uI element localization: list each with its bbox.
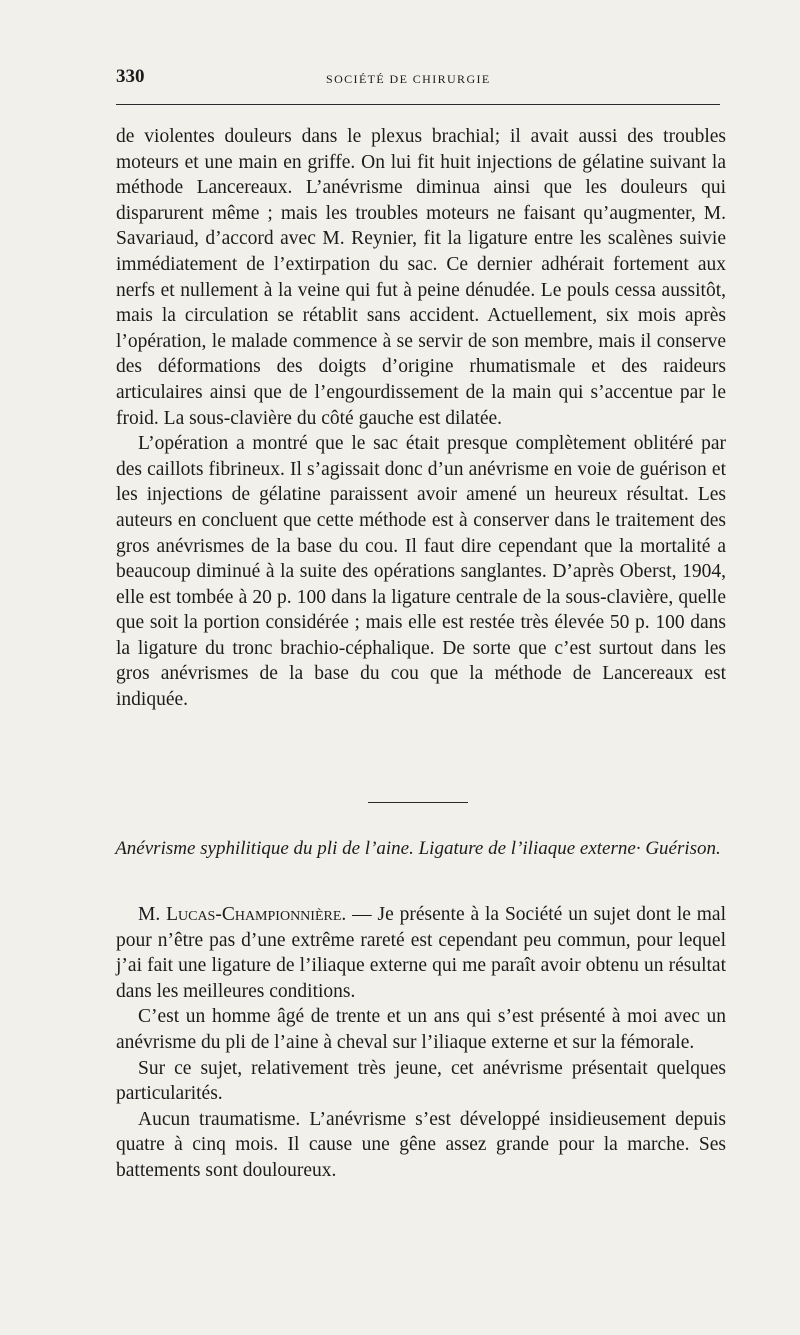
section-divider <box>368 802 468 803</box>
speaker-text: — Je présente à la Société un sujet dont le mal pour n’être pas d’une extrême rareté est cependant peu commun, pour lequel j’ai fait une ligature de l’iliaque externe qui me paraît avoir obtenu un résultat dans les meilleures conditions. <box>116 904 726 1002</box>
page-number: 330 <box>116 66 145 87</box>
paragraph: C’est un homme âgé de trente et un ans qui s’est présenté à moi avec un anévrisme du pli de l’aine à cheval sur l’iliaque externe et sur la fémorale. <box>116 1006 726 1053</box>
running-head: SOCIÉTÉ DE CHIRURGIE <box>326 72 491 86</box>
page-header <box>116 66 720 94</box>
paragraph: Aucun traumatisme. L’anévrisme s’est développé insidieusement depuis quatre à cinq mois. Il cause une gêne assez grande pour la marche. Ses battements sont douloureux. <box>116 1108 726 1181</box>
header-rule <box>116 104 720 105</box>
body-text-bottom <box>116 902 726 1184</box>
paragraph: Sur ce sujet, relativement très jeune, cet anévrisme présentait quelques particularités. <box>116 1057 726 1105</box>
paragraph-speaker <box>116 902 726 1004</box>
paragraph: L’opération a montré que le sac était presque complètement oblitéré par des caillots fibrineux. Il s’agissait donc d’un anévrisme en voie de guérison et les injections de gélatine paraissent avoir amené un heureux résultat. Les auteurs en concluent que cette méthode est à conserver dans le traitement des gros anévrismes de la base du cou. Il faut dire cependant que la mortalité a beaucoup diminué à la suite des opérations sanglantes. D’après Oberst, 1904, elle est tombée à 20 p. 100 dans la ligature centrale de la sous-clavière, quelle que soit la portion considérée ; mais elle est restée très élevée 50 p. 100 dans la ligature du tronc brachio-céphalique. De sorte que c’est surtout dans les gros anévrismes de la base du cou que la méthode de Lancereaux est indiquée. <box>116 433 726 711</box>
section-title: Anévrisme syphilitique du pli de l’aine. Ligature de l’iliaque externe· Guérison. <box>115 838 721 859</box>
paragraph-continued: de violentes douleurs dans le plexus brachial; il avait aussi des troubles moteurs et une main en griffe. On lui fit huit injections de gélatine suivant la méthode Lancereaux. L’anévrisme diminua ainsi que les douleurs qui disparurent même ; mais les troubles moteurs ne faisant qu’augmenter, M. Savariaud, d’accord avec M. Reynier, fit la ligature entre les scalènes suivie immédiatement de l’extirpation du sac. Ce dernier adhérait fortement aux nerfs et nullement à la veine qui fut à peine dénudée. Le pouls cessa aussitôt, mais la circulation se rétablit sans accident. Actuellement, six mois après l’opération, le malade commence à se servir de son membre, mais il conserve des déformations des doigts d’origine rhumatismale et des raideurs articulaires ainsi que de l’engourdissement de la main qui s’accentue par le froid. La sous-clavière du côté gauche est dilatée. <box>116 126 726 429</box>
speaker-name: M. Lucas-Championnière. <box>138 904 347 925</box>
body-text-top <box>116 124 726 713</box>
